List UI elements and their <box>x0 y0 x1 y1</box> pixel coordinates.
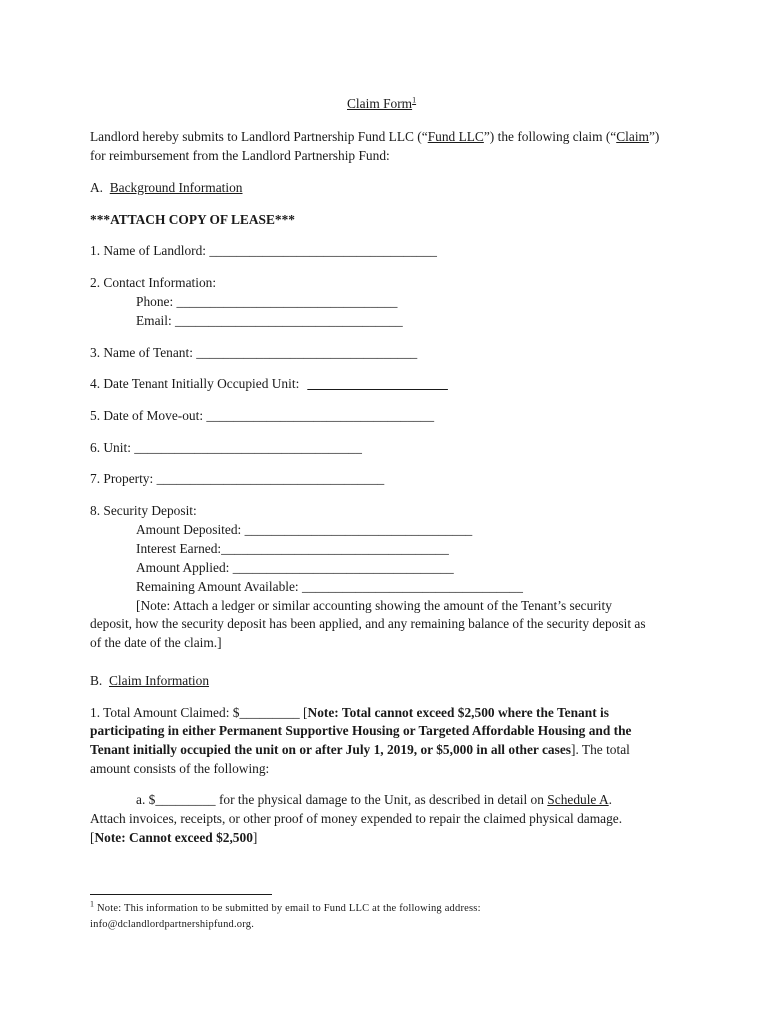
section-b-heading <box>90 671 209 690</box>
note-close-bracket: ] <box>252 830 258 845</box>
physical-damage-field: a. $_________ for the physical damage to the Unit, as described in detail on <box>136 792 548 807</box>
attach-lease-notice: ***ATTACH COPY OF LEASE*** <box>90 212 295 227</box>
amount-deposited-field: Amount Deposited: __________________________________ <box>136 522 473 537</box>
physical-damage-line-2: Attach invoices, receipts, or other proof of money expended to repair the claimed physical damage. <box>90 811 623 826</box>
claim-line-3 <box>90 740 630 759</box>
schedule-a-reference: Schedule A <box>547 792 609 807</box>
intro-text-b: ”) the following claim (“ <box>483 129 617 144</box>
footnote-marker: 1 <box>90 899 95 909</box>
item-name-of-landlord: 1. Name of Landlord: __________________________________ <box>90 243 438 258</box>
item-property: 7. Property: __________________________________ <box>90 471 385 486</box>
physical-damage-period: . <box>608 792 613 807</box>
section-b-title: Claim Information <box>108 673 210 688</box>
contact-email-field: Email: __________________________________ <box>136 313 403 328</box>
note-open-bracket: [ <box>90 830 95 845</box>
total-amount-claimed-field: 1. Total Amount Claimed: $_________ [ <box>90 705 308 720</box>
section-a-prefix: A. <box>90 180 104 195</box>
section-b-prefix: B. <box>90 673 103 688</box>
claim-cap-note-b: Tenant initially occupied the unit on or after July 1, 2019, or $5,000 in all other cases <box>90 742 571 757</box>
deposit-note-line-2: deposit, how the security deposit has been applied, and any remaining balance of the security deposit as <box>90 616 646 631</box>
intro-line-1 <box>90 127 659 146</box>
physical-damage-line-3 <box>90 828 257 847</box>
physical-damage-cap-note: Note: Cannot exceed $2,500 <box>94 830 253 845</box>
footnote-text: Note: This information to be submitted by email to Fund LLC at the following address: <box>94 903 481 914</box>
intro-line-2: for reimbursement from the Landlord Partnership Fund: <box>90 148 390 163</box>
footnote-separator <box>90 894 272 895</box>
claim-total-text: ]. The total <box>570 742 630 757</box>
page-title <box>347 94 416 113</box>
claim-cap-note-a: Note: Total cannot exceed $2,500 where the Tenant is <box>307 705 609 720</box>
intro-text-a: Landlord hereby submits to Landlord Partnership Fund LLC (“ <box>90 129 428 144</box>
amount-applied-field: Amount Applied: _________________________________ <box>136 560 454 575</box>
interest-earned-field: Interest Earned:__________________________________ <box>136 541 449 556</box>
date-occupied-label: 4. Date Tenant Initially Occupied Unit: <box>90 376 300 391</box>
physical-damage-line-1 <box>136 790 612 809</box>
deposit-note-line-1: [Note: Attach a ledger or similar accounting showing the amount of the Tenant’s security <box>136 598 612 613</box>
claim-line-1 <box>90 703 609 722</box>
title-footnote-marker: 1 <box>412 95 417 105</box>
item-name-of-tenant: 3. Name of Tenant: _________________________________ <box>90 345 418 360</box>
section-a-heading <box>90 178 243 197</box>
title-text: Claim Form <box>347 96 413 111</box>
item-security-deposit: 8. Security Deposit: <box>90 503 197 518</box>
claim-line-2: participating in either Permanent Supportive Housing or Targeted Affordable Housing and the <box>90 723 632 738</box>
section-a-title: Background Information <box>109 180 243 195</box>
claim-line-4: amount consists of the following: <box>90 761 270 776</box>
deposit-note-line-3: of the date of the claim.] <box>90 635 222 650</box>
intro-text-c: ”) <box>648 129 660 144</box>
item-date-occupied <box>90 374 485 393</box>
date-occupied-blank <box>307 374 485 393</box>
item-unit: 6. Unit: __________________________________ <box>90 440 362 455</box>
footnote-line-1 <box>90 901 481 917</box>
claim-defined-term: Claim <box>616 129 649 144</box>
fund-llc-defined-term: Fund LLC <box>427 129 484 144</box>
item-contact-information: 2. Contact Information: <box>90 275 217 290</box>
footnote-email-address: info@dclandlordpartnershipfund.org. <box>90 919 255 930</box>
remaining-amount-field: Remaining Amount Available: _________________________________ <box>136 579 523 594</box>
item-date-of-move-out: 5. Date of Move-out: __________________________________ <box>90 408 435 423</box>
contact-phone-field: Phone: _________________________________ <box>136 294 398 309</box>
